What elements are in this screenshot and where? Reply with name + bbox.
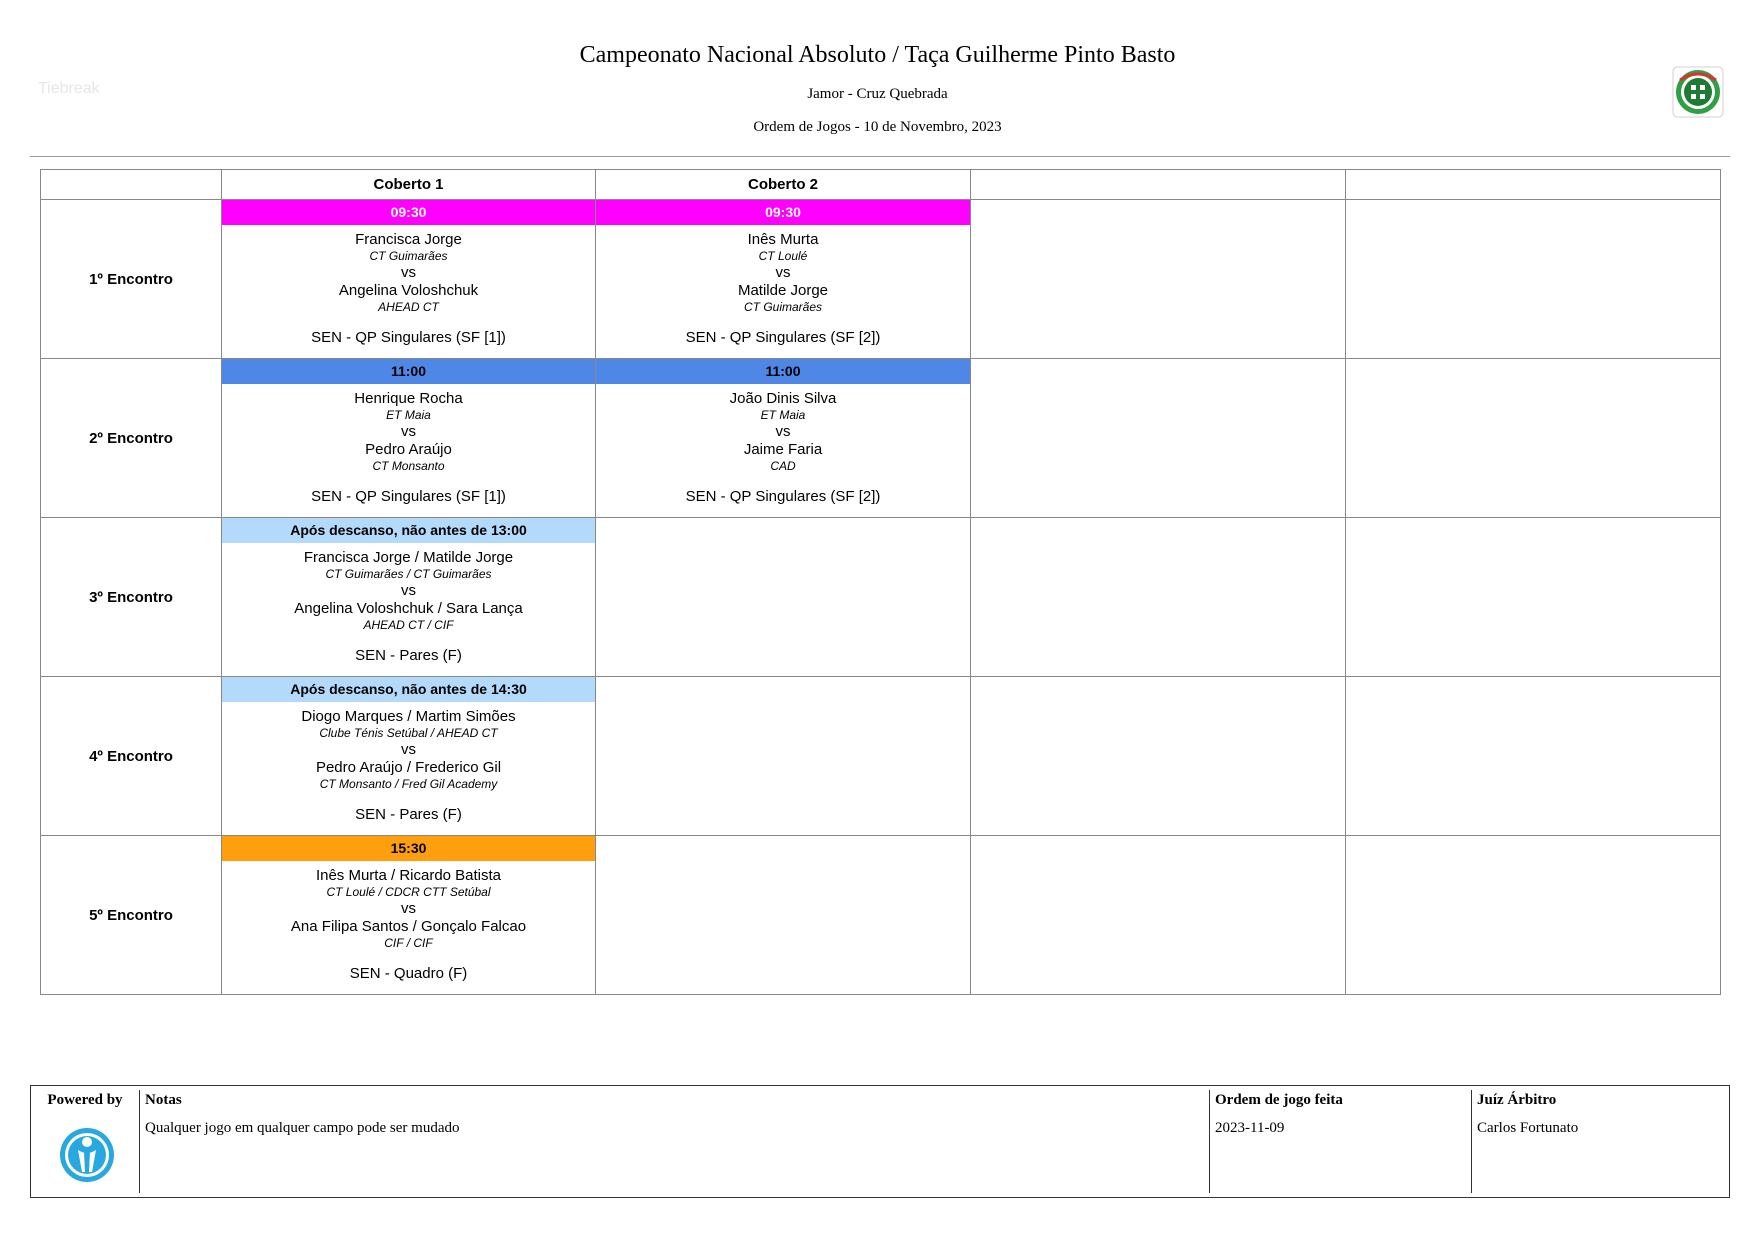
club-2: CT Guimarães bbox=[743, 300, 823, 314]
player-1: Inês Murta bbox=[747, 231, 819, 248]
player-1: Francisca Jorge / Matilde Jorge bbox=[303, 549, 514, 566]
round-label: 4º Encontro bbox=[41, 677, 222, 836]
match-time: 11:00 bbox=[222, 359, 595, 384]
round-label: 5º Encontro bbox=[41, 836, 222, 995]
club-1: CT Loulé / CDCR CTT Setúbal bbox=[326, 885, 491, 899]
round-label: 2º Encontro bbox=[41, 359, 222, 518]
empty-cell bbox=[1346, 359, 1721, 518]
event-label: SEN - QP Singulares (SF [2]) bbox=[685, 329, 881, 346]
round-row bbox=[41, 359, 1721, 518]
match-cell[interactable] bbox=[222, 836, 596, 995]
tournament-software-logo-icon[interactable] bbox=[58, 1126, 116, 1184]
match-cell[interactable] bbox=[222, 677, 596, 836]
match-cell[interactable] bbox=[222, 359, 596, 518]
versus-label: vs bbox=[775, 264, 791, 281]
court-header-coberto-1: Coberto 1 bbox=[222, 170, 596, 200]
round-row bbox=[41, 518, 1721, 677]
versus-label: vs bbox=[401, 741, 416, 758]
match-time: 09:30 bbox=[596, 200, 970, 225]
player-1: Diogo Marques / Martim Simões bbox=[301, 708, 516, 725]
club-1: CT Guimarães bbox=[369, 249, 448, 263]
page-title: Campeonato Nacional Absoluto / Taça Guilherme Pinto Basto bbox=[579, 42, 1176, 68]
versus-label: vs bbox=[401, 264, 416, 281]
round-row bbox=[41, 200, 1721, 359]
court-header-empty bbox=[971, 170, 1346, 200]
match-cell[interactable] bbox=[222, 518, 596, 677]
club-1: ET Maia bbox=[760, 408, 806, 422]
page-footer bbox=[30, 1085, 1730, 1198]
player-2: Pedro Araújo bbox=[365, 441, 452, 458]
empty-cell bbox=[1346, 677, 1721, 836]
round-row bbox=[41, 836, 1721, 995]
referee-name: Carlos Fortunato bbox=[1477, 1120, 1579, 1136]
club-2: AHEAD CT bbox=[378, 300, 439, 314]
referee-section bbox=[1471, 1086, 1729, 1197]
order-of-play-table bbox=[40, 169, 1721, 995]
empty-cell bbox=[596, 518, 971, 677]
club-2: CAD bbox=[770, 459, 796, 473]
club-1: CT Guimarães / CT Guimarães bbox=[325, 567, 492, 581]
court-header-row bbox=[41, 170, 1721, 200]
player-2: Angelina Voloshchuk bbox=[338, 282, 479, 299]
empty-cell bbox=[971, 518, 1346, 677]
club-1: ET Maia bbox=[386, 408, 431, 422]
empty-cell bbox=[971, 836, 1346, 995]
tiebreak-logo: Tiebreak bbox=[38, 80, 100, 97]
match-cell[interactable] bbox=[596, 200, 971, 359]
event-label: SEN - QP Singulares (SF [2]) bbox=[685, 488, 881, 505]
empty-cell bbox=[971, 359, 1346, 518]
club-2: AHEAD CT / CIF bbox=[363, 618, 454, 632]
versus-label: vs bbox=[775, 423, 791, 440]
match-time: 15:30 bbox=[222, 836, 595, 861]
event-label: SEN - Pares (F) bbox=[355, 806, 462, 823]
player-2: Matilde Jorge bbox=[737, 282, 829, 299]
notes-label: Notas bbox=[145, 1092, 182, 1108]
versus-label: vs bbox=[401, 423, 416, 440]
schedule-date: Ordem de Jogos - 10 de Novembro, 2023 bbox=[753, 119, 1002, 135]
event-label: SEN - Quadro (F) bbox=[349, 965, 468, 982]
page-header bbox=[0, 0, 1755, 160]
match-time: Após descanso, não antes de 14:30 bbox=[222, 677, 595, 702]
empty-cell bbox=[1346, 200, 1721, 359]
round-label: 1º Encontro bbox=[41, 200, 222, 359]
club-2: CIF / CIF bbox=[384, 936, 433, 950]
empty-cell bbox=[971, 677, 1346, 836]
empty-cell bbox=[1346, 836, 1721, 995]
empty-cell bbox=[971, 200, 1346, 359]
event-label: SEN - Pares (F) bbox=[355, 647, 462, 664]
player-2: Pedro Araújo / Frederico Gil bbox=[315, 759, 502, 776]
notes-value: Qualquer jogo em qualquer campo pode ser mudado bbox=[145, 1120, 460, 1136]
player-2: Ana Filipa Santos / Gonçalo Falcao bbox=[290, 918, 527, 935]
match-time: Após descanso, não antes de 13:00 bbox=[222, 518, 595, 543]
versus-label: vs bbox=[401, 582, 416, 599]
notes-section bbox=[139, 1086, 1191, 1197]
player-1: Francisca Jorge bbox=[355, 231, 462, 248]
empty-cell bbox=[596, 677, 971, 836]
order-made-section bbox=[1209, 1086, 1471, 1197]
court-header-blank bbox=[41, 170, 222, 200]
round-label: 3º Encontro bbox=[41, 518, 222, 677]
player-2: Jaime Faria bbox=[743, 441, 823, 458]
club-2: CT Monsanto bbox=[372, 459, 445, 473]
player-1: Inês Murta / Ricardo Batista bbox=[315, 867, 502, 884]
event-label: SEN - QP Singulares (SF [1]) bbox=[311, 329, 506, 346]
venue-subtitle: Jamor - Cruz Quebrada bbox=[807, 86, 948, 102]
order-made-date: 2023-11-09 bbox=[1215, 1120, 1285, 1136]
match-time: 09:30 bbox=[222, 200, 595, 225]
player-1: Henrique Rocha bbox=[354, 390, 463, 407]
event-label: SEN - QP Singulares (SF [1]) bbox=[311, 488, 506, 505]
referee-label: Juíz Árbitro bbox=[1477, 1092, 1557, 1108]
match-time: 11:00 bbox=[596, 359, 970, 384]
court-header-empty bbox=[1346, 170, 1721, 200]
order-made-label: Ordem de jogo feita bbox=[1215, 1092, 1343, 1108]
match-cell[interactable] bbox=[596, 359, 971, 518]
powered-by-label: Powered by bbox=[47, 1092, 123, 1108]
round-row bbox=[41, 677, 1721, 836]
powered-by-section bbox=[31, 1086, 139, 1197]
empty-cell bbox=[1346, 518, 1721, 677]
court-header-coberto-2: Coberto 2 bbox=[596, 170, 971, 200]
club-1: CT Loulé bbox=[758, 249, 808, 263]
match-cell[interactable] bbox=[222, 200, 596, 359]
club-1: Clube Ténis Setúbal / AHEAD CT bbox=[319, 726, 498, 740]
tennis-federation-logo-icon bbox=[1672, 66, 1724, 118]
club-2: CT Monsanto / Fred Gil Academy bbox=[319, 777, 498, 791]
empty-cell bbox=[596, 836, 971, 995]
player-1: João Dinis Silva bbox=[729, 390, 837, 407]
versus-label: vs bbox=[401, 900, 416, 917]
player-2: Angelina Voloshchuk / Sara Lança bbox=[294, 600, 523, 617]
header-divider bbox=[30, 156, 1730, 157]
